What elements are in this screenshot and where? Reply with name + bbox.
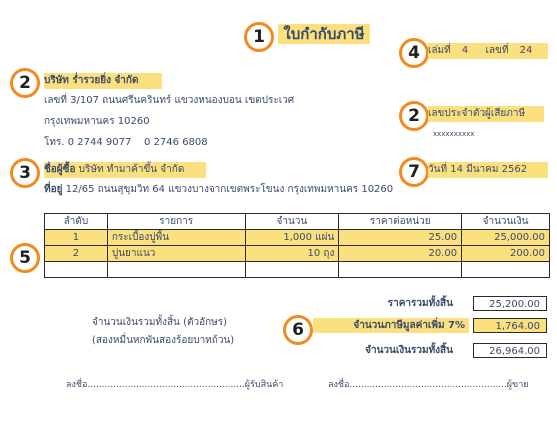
buyer-address-label: ที่อยู่ [44,184,63,195]
header-item: รายการ [107,214,245,230]
amount-in-words-value: (สองหมื่นหกพันสองร้อยบาทถ้วน) [92,335,235,346]
seller-phone: โทร. 0 2744 9077 0 2746 6808 [44,137,208,148]
badge-2-seller: 2 [10,68,40,98]
empty-cell [45,262,108,278]
seller-name: บริษัท ร่ำรวยยิ่ง จำกัด [44,73,162,89]
header-quantity: จำนวน [245,214,339,230]
header-amount: จำนวนเงิน [462,214,550,230]
cell-item: กระเบื้องปูพื้น [107,230,245,246]
subtotal-label: ราคารวมทั้งสิ้น [387,298,453,309]
empty-cell [462,262,550,278]
badge-5: 5 [10,243,40,273]
buyer-label: ชื่อผู้ซื้อ [44,164,76,175]
table-row [45,246,550,262]
empty-cell [245,262,339,278]
book-value: 4 [461,45,469,56]
items-table [44,213,550,278]
taxpayer-id-label: เลขประจำตัวผู้เสียภาษี [428,106,544,122]
taxpayer-id-value: xxxxxxxxxx [433,130,475,138]
badge-3: 3 [10,158,40,188]
buyer-name-row [44,162,206,178]
table-row [45,230,550,246]
badge-1: 1 [244,22,274,52]
amount-in-words-label: จำนวนเงินรวมทั้งสิ้น (ตัวอักษร) [92,317,228,328]
cell-index: 2 [45,246,108,262]
table-row-empty [45,262,550,278]
buyer-name: บริษัท ทำมาค้าขึ้น จำกัด [78,164,185,175]
cell-index: 1 [45,230,108,246]
cell-unit-price: 20.00 [339,246,462,262]
badge-7: 7 [399,157,429,187]
buyer-address: 12/65 ถนนสุขุมวิท 64 แขวงบางจากเขตพระโขนง กรุงเทพมหานคร 10260 [65,184,394,195]
seller-address-line2: กรุงเทพมหานคร 10260 [44,116,150,127]
empty-cell [339,262,462,278]
header-index: ลำดับ [45,214,108,230]
grand-total-label: จำนวนเงินรวมทั้งสิ้น [365,345,453,356]
number-value: 24 [519,45,533,56]
badge-6: 6 [283,315,313,345]
vat-label: จำนวนภาษีมูลค่าเพิ่ม 7% [313,318,469,333]
cell-unit-price: 25.00 [339,230,462,246]
document-title: ใบกำกับภาษี [278,24,370,44]
invoice-date: วันที่ 14 มีนาคม 2562 [428,162,548,178]
cell-item: ปูนยาแนว [107,246,245,262]
buyer-address-row [44,183,393,197]
book-label: เล่มที่ [428,45,451,56]
cell-quantity: 10 ถุง [245,246,339,262]
badge-2-taxpayer: 2 [399,101,429,131]
seller-signature-line: ลงชื่อ.......................................................ผู้ขาย [328,380,529,390]
seller-address-line1: เลขที่ 3/107 ถนนศรีนครินทร์ แขวงหนองบอน เขตประเวศ [44,95,295,106]
cell-amount: 200.00 [462,246,550,262]
cell-amount: 25,000.00 [462,230,550,246]
grand-total-value: 26,964.00 [473,343,547,358]
table-header-row [45,214,550,230]
header-unit-price: ราคาต่อหน่วย [339,214,462,230]
vat-value: 1,764.00 [473,318,547,333]
cell-quantity: 1,000 แผ่น [245,230,339,246]
empty-cell [107,262,245,278]
receiver-signature-line: ลงชื่อ.......................................................ผู้รับสินค้า [66,380,284,390]
book-number-row [428,43,548,59]
badge-4: 4 [399,38,429,68]
number-label: เลขที่ [485,45,509,56]
subtotal-value: 25,200.00 [473,296,547,311]
